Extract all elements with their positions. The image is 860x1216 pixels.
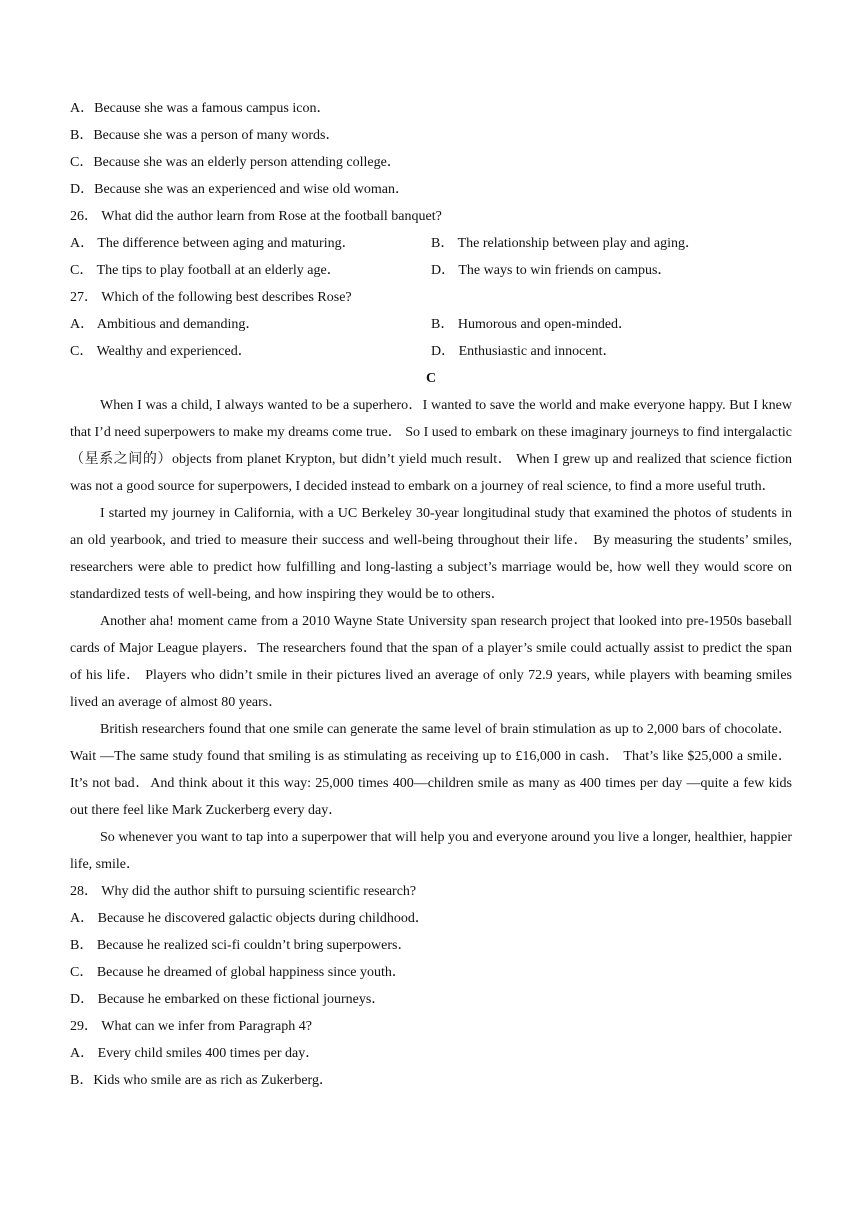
passage-paragraph-4: British researchers found that one smile can generate the same level of brain stimulation as up to 2,000 bars of chocolate．Wait —The same study found that smiling is as stimulating as receiving up to £16,000 in cash． That’s like $25,000 a smile．It’s not bad．And think about it this way: 25,000 times 400—children smile as many as 400 times per day —quite a few kids out there feel like Mark Zuckerberg every day． [70, 722, 792, 818]
q26-option-b: B． The relationship between play and aging． [431, 236, 700, 251]
q27-options-row-2 [70, 338, 792, 365]
q25-option-a: A．Because she was a famous campus icon． [70, 101, 331, 116]
q28-option-a: A． Because he discovered galactic objects during childhood． [70, 911, 429, 926]
passage-paragraph-5: So whenever you want to tap into a superpower that will help you and everyone around you live a longer, healthier, happier life, smile． [70, 830, 792, 872]
q26-options-row-2 [70, 257, 792, 284]
q26-question: 26． What did the author learn from Rose at the football banquet? [70, 209, 442, 224]
passage-paragraph-1: When I was a child, I always wanted to be a superhero．I wanted to save the world and make everyone happy. But I knew that I’d need superpowers to make my dreams come true． So I used to embark on these imaginary journeys to find intergalactic（星系之间的）objects from planet Krypton, but didn’t yield much result． When I grew up and realized that science fiction was not a good source for superpowers, I decided instead to embark on a journey of real science, to find a more useful truth． [70, 398, 792, 494]
q26-option-c: C． The tips to play football at an elderly age． [70, 263, 341, 278]
q28-option-c: C． Because he dreamed of global happiness since youth． [70, 965, 406, 980]
q29-option-b: B．Kids who smile are as rich as Zukerberg． [70, 1073, 333, 1088]
q27-question: 27． Which of the following best describes Rose? [70, 290, 352, 305]
q25-option-d: D．Because she was an experienced and wise old woman． [70, 182, 410, 197]
q27-option-a: A． Ambitious and demanding． [70, 317, 260, 332]
q28-option-d: D． Because he embarked on these fictional journeys． [70, 992, 386, 1007]
q25-option-b: B．Because she was a person of many words． [70, 128, 340, 143]
q27-option-d: D． Enthusiastic and innocent． [431, 344, 617, 359]
q29-option-a: A． Every child smiles 400 times per day． [70, 1046, 320, 1061]
q28-option-b: B． Because he realized sci-fi couldn’t bring superpowers． [70, 938, 412, 953]
q26-option-a: A． The difference between aging and maturing． [70, 236, 356, 251]
q26-option-d: D． The ways to win friends on campus． [431, 263, 672, 278]
passage-paragraph-3: Another aha! moment came from a 2010 Wayne State University span research project that looked into pre-1950s baseball cards of Major League players．The researchers found that the span of a player’s smile could actually assist to predict the span of his life． Players who didn’t smile in their pictures lived an average of only 72.9 years, while players with beaming smiles lived an average of almost 80 years． [70, 614, 792, 710]
q27-option-b: B． Humorous and open-minded． [431, 317, 633, 332]
q27-options-row-1 [70, 311, 792, 338]
document-page [70, 95, 792, 1094]
q27-option-c: C． Wealthy and experienced． [70, 344, 252, 359]
section-heading: C [425, 371, 437, 386]
q26-options-row-1 [70, 230, 792, 257]
q28-question: 28． Why did the author shift to pursuing scientific research? [70, 884, 417, 899]
q29-question: 29． What can we infer from Paragraph 4? [70, 1019, 312, 1034]
passage-paragraph-2: I started my journey in California, with a UC Berkeley 30-year longitudinal study that examined the photos of students in an old yearbook, and tried to measure their success and well-being throughout their life． By measuring the students’ smiles, researchers were able to predict how fulfilling and long-lasting a subject’s marriage would be, how well they would score on standardized tests of well-being, and how inspiring they would be to others． [70, 506, 792, 602]
q25-option-c: C．Because she was an elderly person attending college． [70, 155, 401, 170]
